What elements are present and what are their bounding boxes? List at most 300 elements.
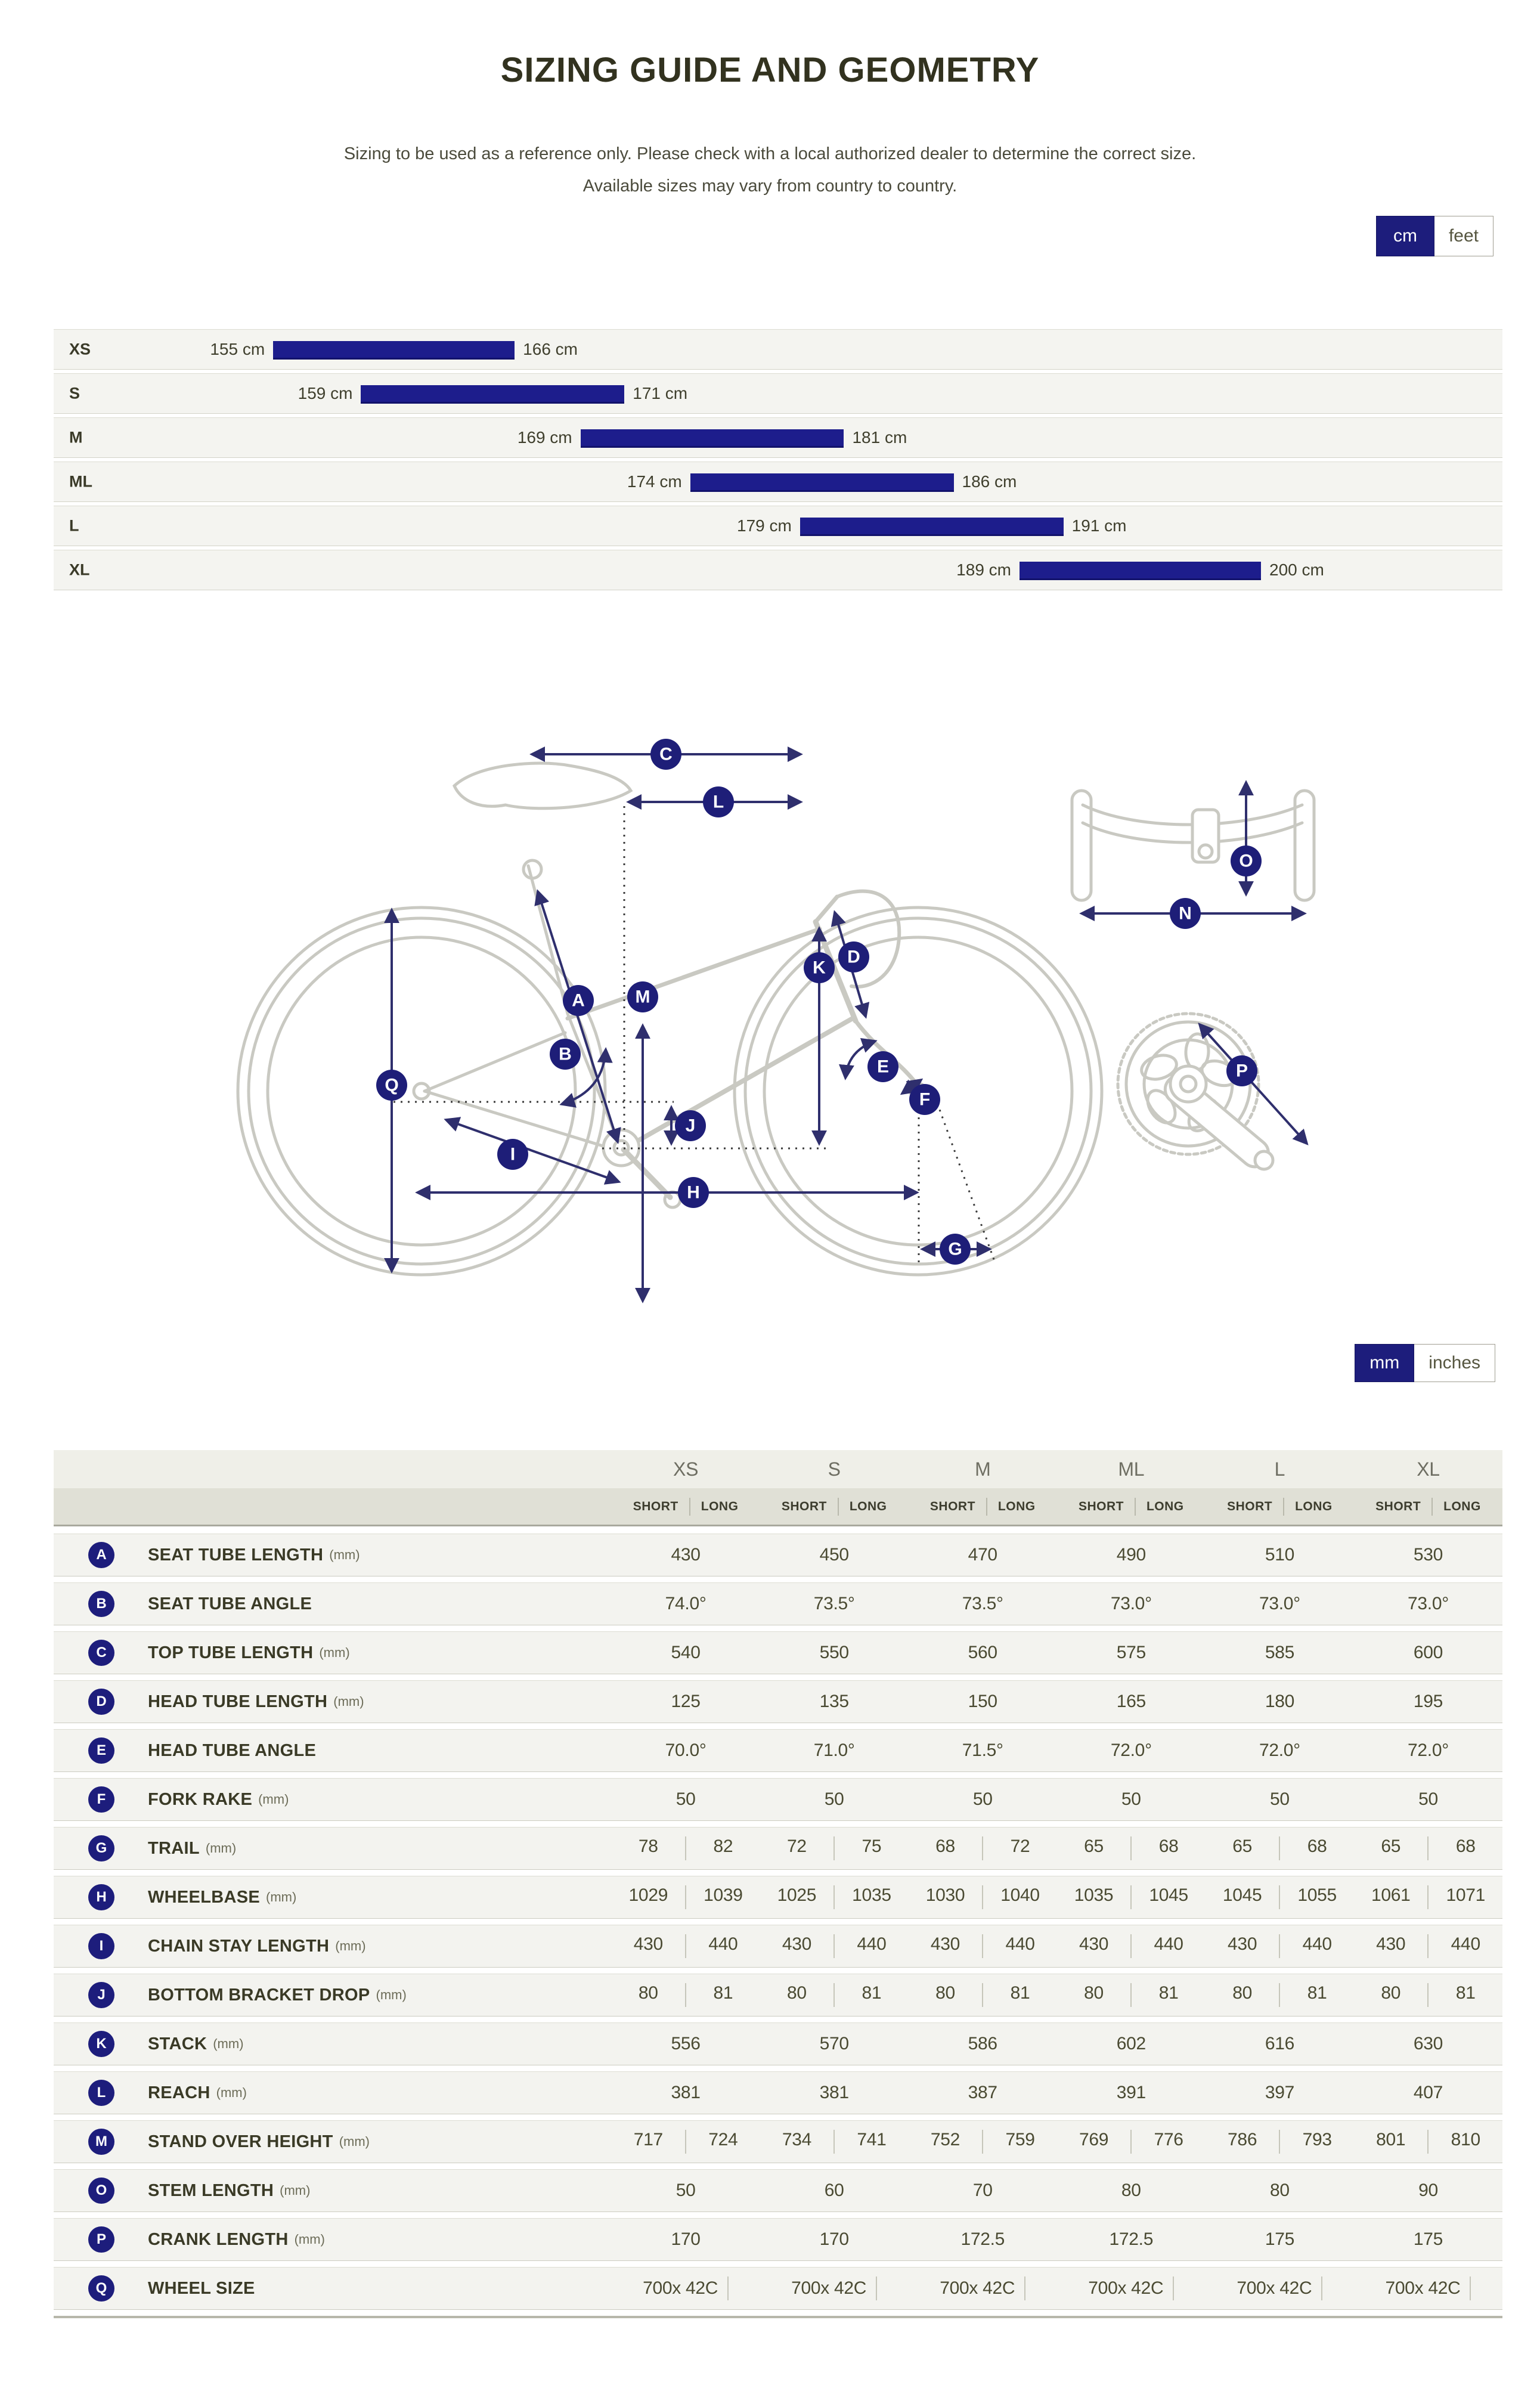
height-range-bar [800,518,1064,534]
geometry-cell [760,2034,909,2054]
cell-value-short: 1025 [777,1885,817,1905]
cell-dual-wrap [1354,1983,1502,2007]
cell-value: 71.5° [962,1740,1003,1760]
cell-value-long: 81 [1307,1983,1327,2003]
height-range-bar [361,385,624,402]
cell-divider [1024,2276,1025,2300]
min-height-label: 155 cm [210,340,265,358]
cell-value-long: 81 [862,1983,882,2003]
cell-value: 195 [1413,1692,1443,1711]
cell-dual-wrap [612,2130,760,2154]
row-label: SEAT TUBE LENGTH [148,1545,324,1565]
cell-value: 150 [968,1692,997,1711]
cell-value: 585 [1265,1643,1294,1662]
geometry-cell [612,1692,760,1712]
toggle-cm-button[interactable]: cm [1376,216,1434,256]
svg-text:J: J [685,1116,696,1136]
long-label: LONG [1146,1499,1184,1513]
cell-value: 73.0° [1259,1594,1300,1613]
header-divider [986,1498,987,1516]
row-letter-badge: L [88,2080,114,2106]
row-label-cell [54,1591,612,1617]
row-label: BOTTOM BRACKET DROP [148,1985,370,2005]
geometry-cell [909,1594,1057,1614]
size-column-header: M [975,1458,991,1480]
geometry-cell [1206,2130,1354,2154]
table-header-short-long [54,1488,1502,1526]
cell-value: 73.5° [962,1594,1003,1613]
geometry-cell [1057,1789,1206,1810]
cell-value-long: 1039 [704,1885,743,1905]
cell-value-long: 440 [708,1934,738,1954]
cell-value-long: 724 [708,2130,738,2149]
geometry-cell [909,1740,1057,1761]
cell-value: 530 [1413,1545,1443,1565]
geometry-cell [760,2180,909,2201]
cell-value-long: 68 [1307,1836,1327,1856]
row-label-cell [54,1542,612,1568]
long-label: LONG [701,1499,739,1513]
row-label: FORK RAKE [148,1789,253,1809]
row-label-cell [54,1640,612,1666]
geometry-cell [1354,2276,1502,2300]
cell-value-long: 81 [1010,1983,1030,2003]
cell-value-long: 1055 [1297,1885,1337,1905]
cell-value-short: 80 [787,1983,807,2003]
cell-divider [876,2276,877,2300]
geometry-cell [909,2276,1057,2300]
callout-P [1226,1055,1257,1086]
toggle-feet-button[interactable]: feet [1434,216,1493,256]
cell-dual-wrap [612,1983,760,2007]
cell-value-long: 1040 [1000,1885,1040,1905]
callout-F [909,1084,940,1115]
cell-value: 73.5° [813,1594,855,1613]
cell-divider [1173,2276,1174,2300]
row-label-cell [54,1786,612,1813]
row-letter-badge: P [88,2226,114,2253]
cell-dual-wrap [1206,1885,1354,1909]
toggle-inches-button[interactable]: inches [1414,1344,1495,1382]
cell-dual-wrap [1057,2130,1206,2154]
geometry-row-O [54,2169,1502,2212]
cell-dual-wrap [760,1983,909,2007]
geometry-cell [1057,1885,1206,1909]
cell-value: 175 [1265,2229,1294,2249]
cell-value-long: 440 [1154,1934,1183,1954]
cell-value: 700x 42C [791,2278,867,2298]
cell-value-short: 65 [1084,1836,1104,1856]
geometry-cell [1057,1934,1206,1958]
cell-value: 391 [1116,2083,1146,2102]
geometry-row-E [54,1729,1502,1772]
cell-value: 450 [819,1545,849,1565]
cell-value-long: 81 [1455,1983,1476,2003]
size-label: XL [69,560,90,579]
cell-value-short: 80 [1381,1983,1401,2003]
cell-value: 381 [819,2083,849,2102]
max-height-label: 186 cm [962,472,1017,491]
svg-text:G: G [948,1239,962,1259]
svg-text:O: O [1239,851,1253,871]
geometry-cell [1354,2083,1502,2103]
geometry-cell [612,1594,760,1614]
cell-value-short: 1030 [925,1885,965,1905]
cell-value: 430 [671,1545,701,1565]
short-long-pair [1375,1498,1481,1516]
subtitle-line2: Available sizes may vary from country to country. [582,176,958,196]
cell-value: 407 [1413,2083,1443,2102]
geometry-cell [612,1740,760,1761]
geometry-cell [1057,2130,1206,2154]
size-column-header: XL [1417,1458,1440,1480]
row-label-cell [54,2080,612,2106]
svg-text:N: N [1179,903,1192,924]
size-label: M [69,428,83,447]
cell-value: 50 [1121,1789,1141,1809]
cell-value: 70 [972,2180,993,2200]
row-unit: (mm) [213,2036,244,2051]
size-bar-row [54,506,1502,546]
geometry-cell [760,1836,909,1860]
row-label-cell [54,2178,612,2204]
cell-value-long: 72 [1010,1836,1030,1856]
cell-value-short: 786 [1228,2130,1257,2149]
cell-value-long: 793 [1302,2130,1332,2149]
short-long-header [1206,1498,1354,1516]
geometry-row-L [54,2071,1502,2114]
row-label: REACH [148,2083,210,2102]
cell-value-wrap [760,2276,909,2300]
row-letter-badge: D [88,1689,114,1715]
cell-value: 175 [1413,2229,1443,2249]
geometry-cell [1206,1789,1354,1810]
cell-value-long: 440 [1451,1934,1480,1954]
callout-C [650,739,681,770]
dimension-arrows [392,754,1307,1301]
geometry-cell [1354,1545,1502,1565]
svg-text:P: P [1235,1061,1248,1081]
cell-value-long: 440 [1005,1934,1035,1954]
size-bar-row [54,373,1502,414]
geometry-cell [909,1983,1057,2007]
row-unit: (mm) [205,1841,237,1856]
geometry-row-I [54,1925,1502,1968]
cell-dual-wrap [1206,2130,1354,2154]
cell-value-short: 734 [782,2130,811,2149]
toggle-mm-button[interactable]: mm [1355,1344,1414,1382]
cell-value: 50 [1418,1789,1438,1809]
geometry-cell [909,1934,1057,1958]
cell-value-short: 72 [787,1836,807,1856]
cell-value: 80 [1270,2180,1290,2200]
size-bar-row [54,417,1502,458]
short-long-pair [633,1498,739,1516]
header-divider [838,1498,839,1516]
row-unit: (mm) [329,1547,360,1562]
geometry-table [54,1450,1502,2318]
row-label-cell [54,2226,612,2253]
cell-value: 70.0° [665,1740,707,1760]
geometry-cell [1354,1692,1502,1712]
geometry-cell [1354,2130,1502,2154]
cell-dual-wrap [909,1836,1057,1860]
callout-N [1170,898,1201,929]
cell-value: 60 [824,2180,844,2200]
geometry-cell [909,1885,1057,1909]
cell-value-long: 68 [1455,1836,1476,1856]
cell-value: 490 [1116,1545,1146,1565]
long-label: LONG [997,1499,1036,1513]
geometry-cell [1354,1885,1502,1909]
row-letter-badge: K [88,2031,114,2057]
geometry-row-Q [54,2267,1502,2310]
geometry-cell [1206,1983,1354,2007]
row-label: STEM LENGTH [148,2180,274,2200]
size-label: XS [69,340,91,358]
short-long-pair [1227,1498,1333,1516]
cell-value: 550 [819,1643,849,1662]
short-long-header [760,1498,909,1516]
cell-dual-wrap [909,1885,1057,1909]
size-bar-row [54,461,1502,502]
short-label: SHORT [1227,1499,1273,1513]
geometry-cell [1057,1594,1206,1614]
geometry-cell [1354,1836,1502,1860]
header-divider [689,1498,690,1516]
cell-value-long: 440 [1302,1934,1332,1954]
svg-text:I: I [510,1144,516,1164]
geometry-cell [1354,1934,1502,1958]
geometry-cell [1057,1643,1206,1663]
geometry-cell [909,1836,1057,1860]
cell-value: 170 [671,2229,701,2249]
cell-dual-wrap [909,1983,1057,2007]
svg-text:B: B [559,1044,572,1064]
cell-value: 172.5 [1109,2229,1154,2249]
callout-L [703,786,734,817]
row-letter-badge: E [88,1737,114,1764]
row-letter-badge: I [88,1933,114,1959]
callout-Q [376,1070,407,1101]
row-label: HEAD TUBE ANGLE [148,1740,317,1760]
short-long-pair [782,1498,887,1516]
geometry-cell [612,2083,760,2103]
cell-value-short: 769 [1079,2130,1109,2149]
cell-value-long: 68 [1158,1836,1179,1856]
cell-value-short: 1029 [628,1885,668,1905]
cell-value-short: 1045 [1222,1885,1262,1905]
geometry-row-P [54,2218,1502,2261]
geometry-cell [1206,1885,1354,1909]
cell-value-short: 430 [633,1934,663,1954]
row-unit: (mm) [319,1645,350,1660]
cell-value: 135 [819,1692,849,1711]
cell-value: 575 [1116,1643,1146,1662]
cell-value: 700x 42C [643,2278,718,2298]
height-unit-toggle [1376,216,1493,256]
cell-value-long: 82 [713,1836,733,1856]
geometry-cell [612,1643,760,1663]
row-unit: (mm) [294,2232,325,2247]
max-height-label: 200 cm [1269,560,1324,579]
size-label: S [69,384,80,402]
cell-value-long: 741 [857,2130,887,2149]
cell-value-long: 810 [1451,2130,1480,2149]
row-label-cell [54,1884,612,1910]
table-header-sizes [54,1450,1502,1488]
geometry-cell [760,1789,909,1810]
callout-K [804,952,835,983]
row-unit: (mm) [376,1987,407,2002]
geometry-cell [1354,2034,1502,2054]
geometry-row-B [54,1582,1502,1625]
geometry-cell [909,2130,1057,2154]
callout-J [675,1110,706,1141]
geometry-cell [1057,2034,1206,2054]
cell-value: 700x 42C [940,2278,1015,2298]
geometry-cell [909,2229,1057,2250]
cell-value: 700x 42C [1088,2278,1164,2298]
cell-dual-wrap [612,1836,760,1860]
callout-M [627,981,658,1012]
row-letter-badge: A [88,1542,114,1568]
cell-value-wrap [909,2276,1057,2300]
cell-dual-wrap [1206,1934,1354,1958]
cell-value: 381 [671,2083,701,2102]
cell-value: 72.0° [1110,1740,1152,1760]
cell-value-short: 430 [1228,1934,1257,1954]
callout-I [497,1139,528,1170]
cell-divider [1321,2276,1322,2300]
geometry-cell [760,1692,909,1712]
cell-value-short: 1035 [1074,1885,1114,1905]
cell-value: 71.0° [813,1740,855,1760]
long-label: LONG [1295,1499,1333,1513]
geometry-row-G [54,1827,1502,1870]
short-label: SHORT [781,1499,827,1513]
cell-value: 73.0° [1110,1594,1152,1613]
row-unit: (mm) [216,2085,247,2100]
cell-value: 600 [1413,1643,1443,1662]
svg-text:E: E [876,1057,890,1077]
cell-value: 470 [968,1545,997,1565]
cell-dual-wrap [1057,1934,1206,1958]
row-label: WHEELBASE [148,1887,260,1907]
geometry-cell [1206,1643,1354,1663]
callout-D [838,941,869,972]
cell-value: 387 [968,2083,997,2102]
geometry-cell [1354,2229,1502,2250]
cell-value: 556 [671,2034,701,2053]
cell-value: 50 [1270,1789,1290,1809]
cell-value: 700x 42C [1385,2278,1461,2298]
row-letter-badge: F [88,1786,114,1813]
geometry-row-M [54,2120,1502,2163]
row-letter-badge: B [88,1591,114,1617]
cell-value-long: 81 [713,1983,733,2003]
min-height-label: 179 cm [737,516,792,535]
geometry-cell [1206,2083,1354,2103]
cell-value: 570 [819,2034,849,2053]
geometry-cell [612,1983,760,2007]
geometry-cell [760,1740,909,1761]
svg-text:A: A [572,990,585,1011]
cell-value-short: 80 [1232,1983,1253,2003]
short-long-pair [930,1498,1036,1516]
cell-value-short: 430 [1079,1934,1109,1954]
header-divider [1135,1498,1136,1516]
cell-value: 180 [1265,1692,1294,1711]
callout-B [550,1039,581,1070]
svg-text:F: F [919,1089,931,1110]
cell-dual-wrap [1057,1836,1206,1860]
cell-value: 602 [1116,2034,1146,2053]
svg-text:H: H [687,1182,700,1203]
size-column-header: XS [673,1458,699,1480]
geometry-cell [1206,2034,1354,2054]
cell-value: 50 [676,1789,696,1809]
svg-text:D: D [847,947,860,967]
row-label: STAND OVER HEIGHT [148,2132,333,2151]
geometry-cell [1206,2229,1354,2250]
row-unit: (mm) [339,2134,370,2149]
svg-text:C: C [659,744,673,764]
cell-value-short: 1061 [1371,1885,1411,1905]
cell-value: 50 [972,1789,993,1809]
size-bar-row [54,329,1502,370]
row-label-cell [54,1982,612,2008]
geometry-cell [760,2229,909,2250]
cell-dual-wrap [1206,1836,1354,1860]
short-label: SHORT [1078,1499,1124,1513]
geometry-cell [612,1885,760,1909]
cell-value-wrap [1206,2276,1354,2300]
short-label: SHORT [929,1499,975,1513]
row-label-cell [54,1737,612,1764]
callout-A [563,985,594,1016]
cell-value-wrap [1354,2276,1502,2300]
height-range-bar [690,473,954,490]
cell-value: 586 [968,2034,997,2053]
size-bar-row [54,550,1502,590]
geometry-cell [760,1643,909,1663]
cell-value-short: 80 [935,1983,955,2003]
row-label: TOP TUBE LENGTH [148,1643,314,1662]
row-label: STACK [148,2034,207,2053]
geometry-cell [1354,1983,1502,2007]
long-label: LONG [1443,1499,1481,1513]
svg-text:M: M [635,987,650,1007]
geometry-cell [1206,1836,1354,1860]
row-unit: (mm) [335,1938,366,1953]
cell-value: 90 [1418,2180,1438,2200]
height-range-bar [1020,562,1261,578]
geometry-cell [1354,1789,1502,1810]
cell-dual-wrap [909,2130,1057,2154]
cell-divider [1470,2276,1471,2300]
geometry-row-A [54,1534,1502,1576]
geometry-cell [612,1789,760,1810]
geometry-cell [909,1692,1057,1712]
geometry-cell [612,1545,760,1565]
cell-value: 630 [1413,2034,1443,2053]
cell-value: 72.0° [1259,1740,1300,1760]
cell-value-long: 1045 [1149,1885,1188,1905]
cell-value: 540 [671,1643,701,1662]
cell-divider [727,2276,729,2300]
rider-height-chart [54,329,1502,594]
